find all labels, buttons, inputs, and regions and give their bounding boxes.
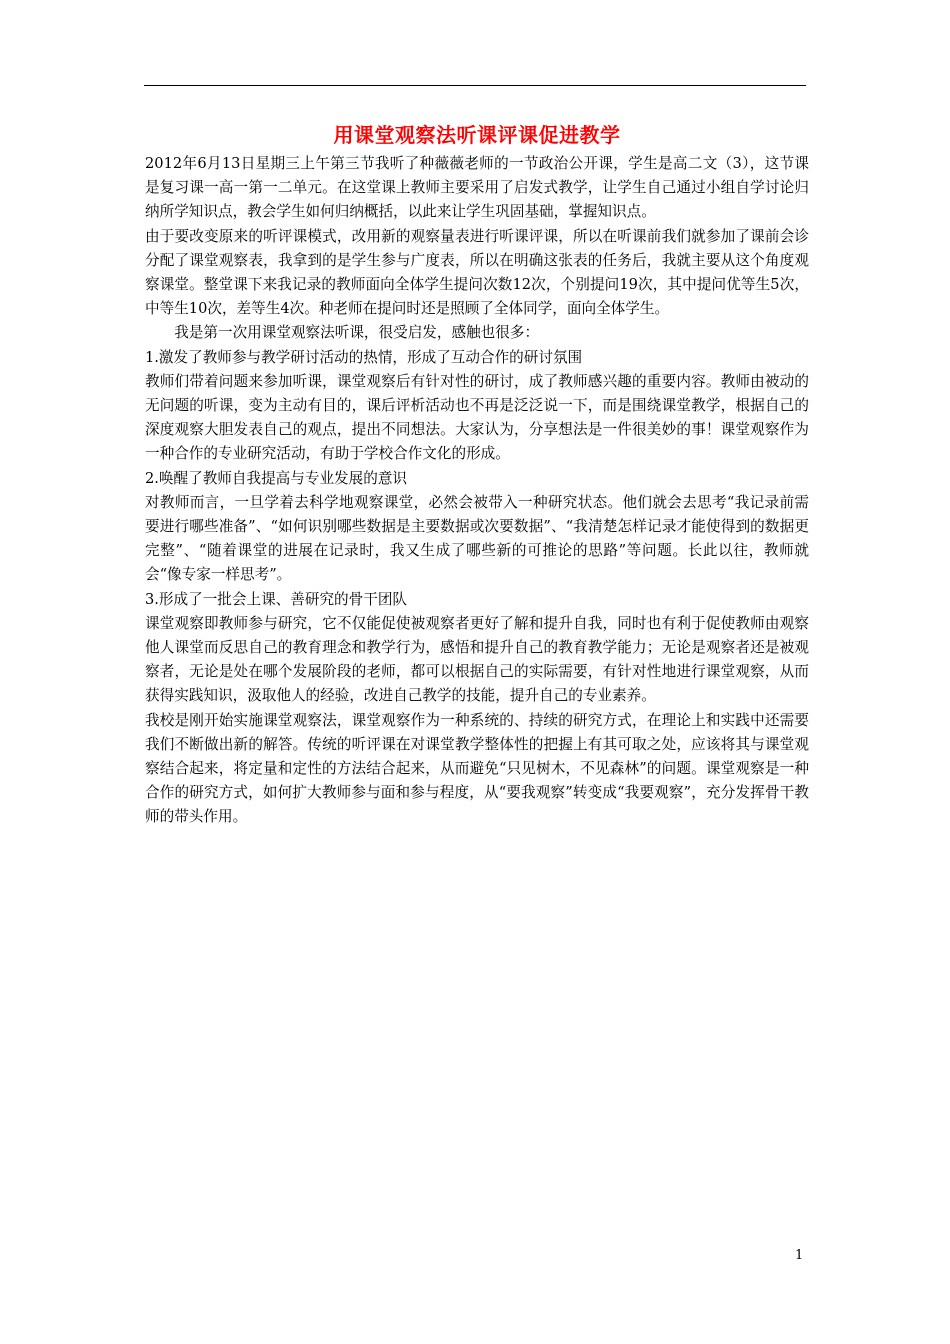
document-body	[145, 120, 809, 830]
paragraph-section-1: 教师们带着问题来参加听课，课堂观察后有针对性的研讨，成了教师感兴趣的重要内容。教师由被动的无问题的听课，变为主动有目的，课后评析活动也不再是泛泛说一下，而是围绕课堂教学，根据自己的深度观察大胆发表自己的观点，提出不同想法。大家认为，分享想法是一件很美妙的事！课堂观察作为一种合作的专业研究活动，有助于学校合作文化的形成。	[145, 372, 809, 463]
paragraph-conclusion: 我校是刚开始实施课堂观察法，课堂观察作为一种系统的、持续的研究方式，在理论上和实践中还需要我们不断做出新的解答。传统的听评课在对课堂教学整体性的把握上有其可取之处，应该将其与课堂观察结合起来，将定量和定性的方法结合起来，从而避免“只见树木，不见森林”的问题。课堂观察是一种合作的研究方式，如何扩大教师参与面和参与程度，从“要我观察”转变成“我要观察”，充分发挥骨干教师的带头作用。	[145, 711, 809, 826]
paragraph-section-3: 课堂观察即教师参与研究，它不仅能促使被观察者更好了解和提升自我，同时也有利于促使教师由观察他人课堂而反思自己的教育理念和教学行为，感悟和提升自己的教育教学能力；无论是观察者还是被观察者，无论是处在哪个发展阶段的老师，都可以根据自己的实际需要，有针对性地进行课堂观察，从而获得实践知识，汲取他人的经验，改进自己教学的技能，提升自己的专业素养。	[145, 614, 809, 705]
section-heading-2: 2.唤醒了教师自我提高与专业发展的意识	[145, 469, 408, 487]
paragraph-reflection-lead: 我是第一次用课堂观察法听课，很受启发，感触也很多：	[174, 324, 540, 342]
section-heading-3: 3.形成了一批会上课、善研究的骨干团队	[145, 590, 408, 608]
paragraph-observation-method: 由于要改变原来的听评课模式，改用新的观察量表进行听课评课，所以在听课前我们就参加了课前会诊分配了课堂观察表，我拿到的是学生参与广度表，所以在明确这张表的任务后，我就主要从这个角度观察课堂。整堂课下来我记录的教师面向全体学生提问次数12次，个别提问19次，其中提问优等生5次，中等生10次，差等生4次。种老师在提问时还是照顾了全体同学，面向全体学生。	[145, 227, 809, 318]
section-heading-1: 1.激发了教师参与教学研讨活动的热情，形成了互动合作的研讨氛围	[145, 348, 583, 366]
page-number: 1	[795, 1248, 804, 1263]
paragraph-intro: 2012年6月13日星期三上午第三节我听了种薇薇老师的一节政治公开课，学生是高二文（3），这节课是复习课一高一第一二单元。在这堂课上教师主要采用了启发式教学，让学生自己通过小组自学讨论归纳所学知识点，教会学生如何归纳概括，以此来让学生巩固基础，掌握知识点。	[145, 155, 809, 221]
header-rule	[144, 85, 806, 86]
document-title: 用课堂观察法听课评课促进教学	[333, 123, 621, 147]
paragraph-section-2: 对教师而言，一旦学着去科学地观察课堂，必然会被带入一种研究状态。他们就会去思考“我记录前需要进行哪些准备”、“如何识别哪些数据是主要数据或次要数据”、“我清楚怎样记录才能使得到的数据更完整”、“随着课堂的进展在记录时，我又生成了哪些新的可推论的思路”等问题。长此以往，教师就会“像专家一样思考”。	[145, 493, 809, 584]
